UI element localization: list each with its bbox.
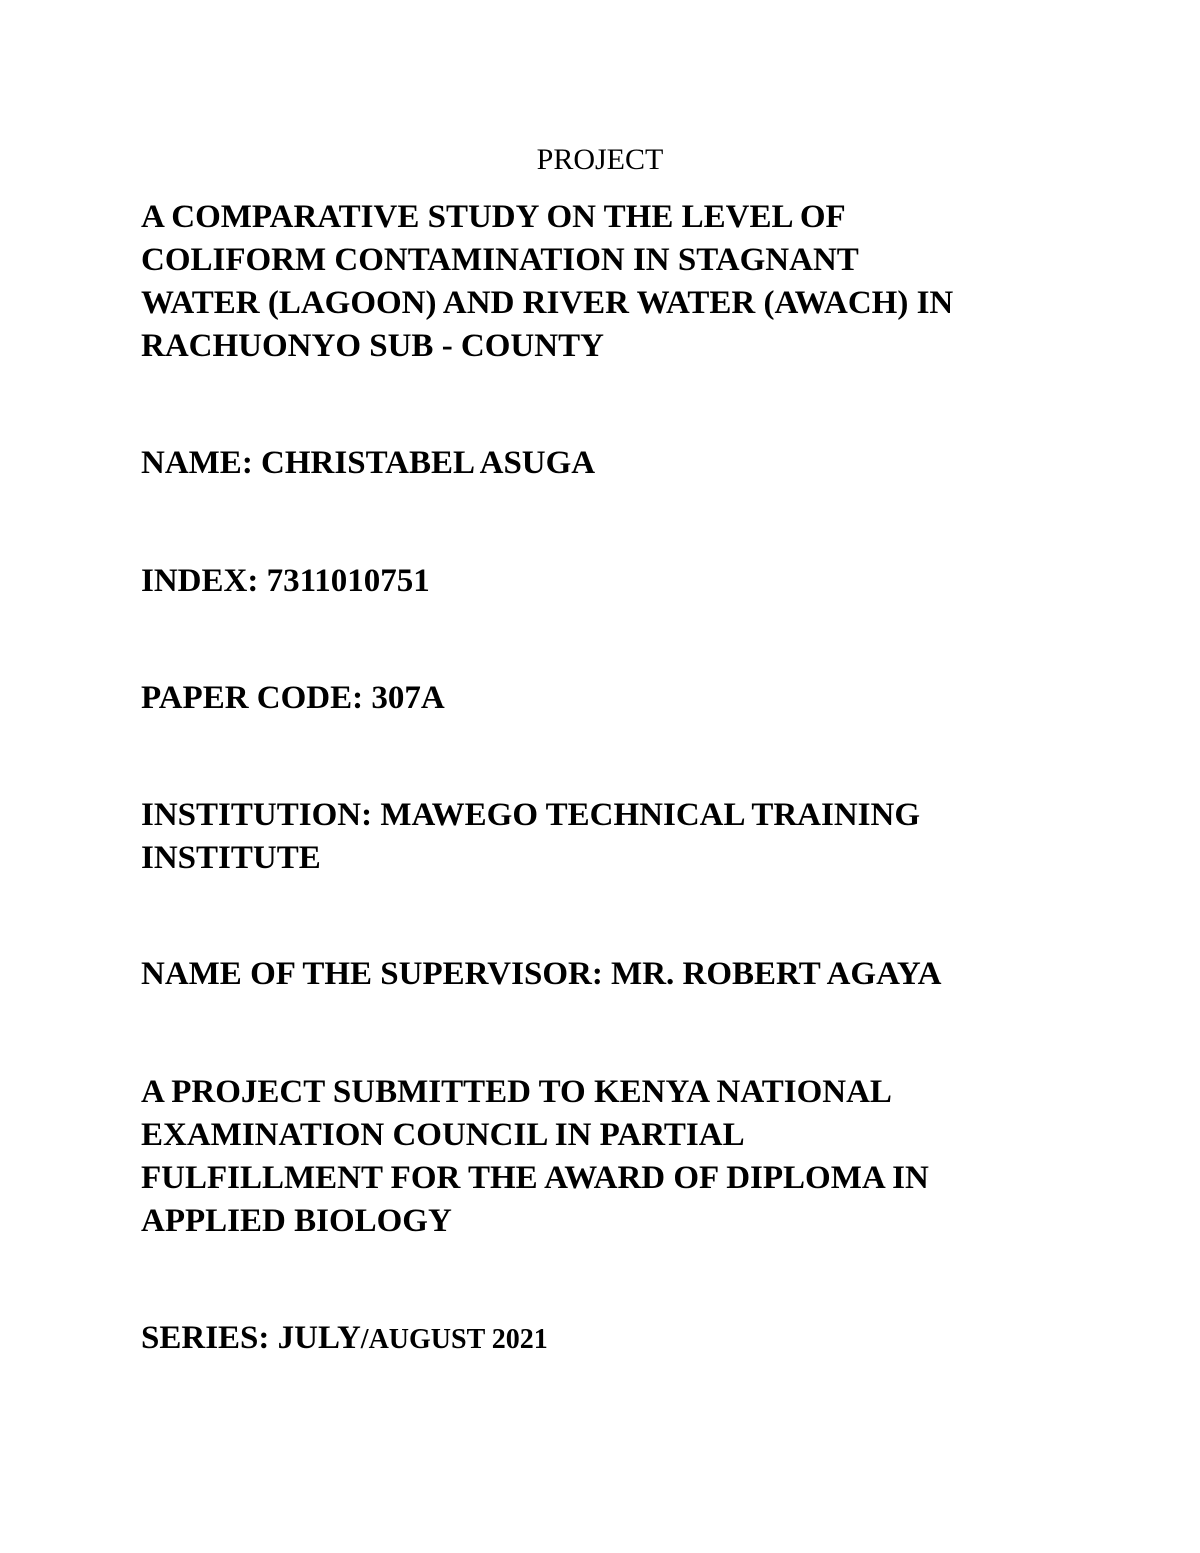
institution-line: INSTITUTE — [141, 840, 321, 876]
institution-line: INSTITUTION: MAWEGO TECHNICAL TRAINING — [141, 797, 921, 833]
series-suffix: /AUGUST 2021 — [360, 1324, 548, 1355]
project-title-line: COLIFORM CONTAMINATION IN STAGNANT — [141, 242, 859, 278]
index-number: INDEX: 7311010751 — [141, 563, 430, 599]
institution — [141, 794, 1061, 880]
page-heading: PROJECT — [536, 143, 664, 176]
submission-statement — [141, 1071, 1061, 1243]
exam-series — [141, 1317, 1061, 1361]
submission-line: APPLIED BIOLOGY — [141, 1203, 452, 1239]
project-title-line: A COMPARATIVE STUDY ON THE LEVEL OF — [141, 199, 846, 235]
paper-code: PAPER CODE: 307A — [141, 680, 445, 716]
submission-line: A PROJECT SUBMITTED TO KENYA NATIONAL — [141, 1074, 892, 1110]
project-title-line: RACHUONYO SUB - COUNTY — [141, 328, 604, 364]
submission-line: EXAMINATION COUNCIL IN PARTIAL — [141, 1117, 745, 1153]
supervisor-name: NAME OF THE SUPERVISOR: MR. ROBERT AGAYA — [141, 956, 942, 992]
series-prefix: SERIES: JULY — [141, 1320, 361, 1356]
submission-line: FULFILLMENT FOR THE AWARD OF DIPLOMA IN — [141, 1160, 929, 1196]
project-title — [141, 196, 1061, 368]
project-title-line: WATER (LAGOON) AND RIVER WATER (AWACH) IN — [141, 285, 954, 321]
student-name: NAME: CHRISTABEL ASUGA — [141, 445, 596, 481]
